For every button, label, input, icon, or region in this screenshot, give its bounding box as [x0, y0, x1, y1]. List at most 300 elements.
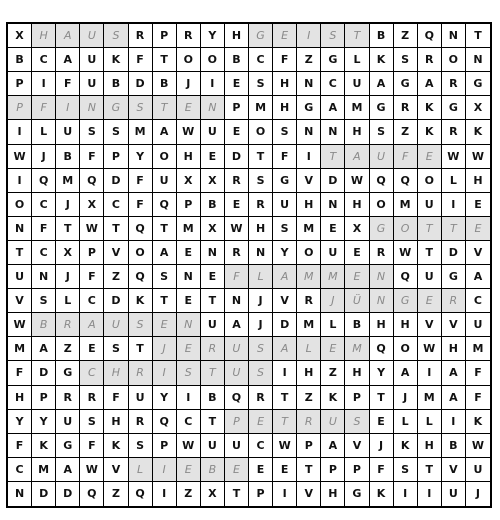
grid-cell[interactable]: C — [249, 48, 273, 72]
grid-cell[interactable]: A — [225, 313, 249, 337]
grid-cell[interactable]: H — [345, 361, 369, 385]
grid-cell[interactable]: X — [56, 241, 80, 265]
grid-cell[interactable]: L — [442, 169, 466, 193]
grid-cell[interactable]: M — [418, 386, 442, 410]
grid-cell[interactable]: E — [177, 241, 201, 265]
grid-cell[interactable]: T — [201, 361, 225, 385]
grid-cell[interactable]: J — [56, 193, 80, 217]
grid-cell[interactable]: Y — [8, 410, 32, 434]
grid-cell[interactable]: B — [345, 313, 369, 337]
grid-cell[interactable]: M — [297, 313, 321, 337]
grid-cell[interactable]: U — [225, 337, 249, 361]
grid-cell[interactable]: G — [297, 96, 321, 120]
grid-cell[interactable]: S — [273, 120, 297, 144]
grid-cell[interactable]: E — [153, 313, 177, 337]
grid-cell[interactable]: T — [466, 24, 490, 48]
grid-cell[interactable]: A — [153, 241, 177, 265]
grid-cell[interactable]: W — [8, 313, 32, 337]
grid-cell[interactable]: V — [297, 169, 321, 193]
grid-cell[interactable]: E — [466, 217, 490, 241]
grid-cell[interactable]: Q — [370, 337, 394, 361]
grid-cell[interactable]: E — [177, 458, 201, 482]
grid-cell[interactable]: H — [297, 361, 321, 385]
grid-cell[interactable]: I — [8, 120, 32, 144]
grid-cell[interactable]: G — [370, 96, 394, 120]
grid-cell[interactable]: U — [273, 193, 297, 217]
grid-cell[interactable]: E — [225, 72, 249, 96]
grid-cell[interactable]: S — [104, 120, 128, 144]
grid-cell[interactable]: L — [345, 48, 369, 72]
grid-cell[interactable]: E — [249, 458, 273, 482]
grid-cell[interactable]: E — [345, 265, 369, 289]
grid-cell[interactable]: S — [345, 410, 369, 434]
grid-cell[interactable]: O — [394, 337, 418, 361]
grid-cell[interactable]: R — [442, 72, 466, 96]
grid-cell[interactable]: T — [153, 96, 177, 120]
grid-cell[interactable]: T — [370, 386, 394, 410]
grid-cell[interactable]: A — [321, 96, 345, 120]
grid-cell[interactable]: R — [297, 410, 321, 434]
grid-cell[interactable]: L — [249, 265, 273, 289]
grid-cell[interactable]: M — [394, 193, 418, 217]
grid-cell[interactable]: R — [225, 169, 249, 193]
grid-cell[interactable]: E — [321, 337, 345, 361]
grid-cell[interactable]: A — [442, 361, 466, 385]
grid-cell[interactable]: V — [345, 434, 369, 458]
grid-cell[interactable]: F — [466, 386, 490, 410]
grid-cell[interactable]: F — [80, 434, 104, 458]
grid-cell[interactable]: O — [201, 48, 225, 72]
grid-cell[interactable]: C — [80, 289, 104, 313]
grid-cell[interactable]: W — [466, 434, 490, 458]
grid-cell[interactable]: C — [80, 361, 104, 385]
grid-cell[interactable]: O — [177, 48, 201, 72]
grid-cell[interactable]: P — [153, 24, 177, 48]
grid-cell[interactable]: T — [153, 48, 177, 72]
grid-cell[interactable]: O — [8, 193, 32, 217]
grid-cell[interactable]: Q — [394, 169, 418, 193]
grid-cell[interactable]: L — [129, 458, 153, 482]
grid-cell[interactable]: N — [321, 120, 345, 144]
grid-cell[interactable]: W — [177, 120, 201, 144]
grid-cell[interactable]: U — [321, 410, 345, 434]
grid-cell[interactable]: H — [418, 434, 442, 458]
grid-cell[interactable]: A — [418, 72, 442, 96]
grid-cell[interactable]: S — [104, 24, 128, 48]
grid-cell[interactable]: U — [104, 313, 128, 337]
grid-cell[interactable]: F — [129, 169, 153, 193]
grid-cell[interactable]: W — [8, 145, 32, 169]
grid-cell[interactable]: M — [8, 337, 32, 361]
grid-cell[interactable]: G — [442, 96, 466, 120]
grid-cell[interactable]: H — [345, 120, 369, 144]
grid-cell[interactable]: E — [80, 337, 104, 361]
grid-cell[interactable]: N — [8, 482, 32, 506]
grid-cell[interactable]: S — [249, 72, 273, 96]
grid-cell[interactable]: K — [466, 120, 490, 144]
grid-cell[interactable]: F — [104, 386, 128, 410]
grid-cell[interactable]: M — [297, 217, 321, 241]
grid-cell[interactable]: D — [56, 482, 80, 506]
grid-cell[interactable]: R — [201, 337, 225, 361]
grid-cell[interactable]: U — [418, 265, 442, 289]
grid-cell[interactable]: L — [32, 120, 56, 144]
grid-cell[interactable]: I — [8, 169, 32, 193]
grid-cell[interactable]: H — [249, 217, 273, 241]
grid-cell[interactable]: S — [80, 120, 104, 144]
grid-cell[interactable]: T — [321, 145, 345, 169]
grid-cell[interactable]: Z — [394, 24, 418, 48]
grid-cell[interactable]: E — [177, 337, 201, 361]
grid-cell[interactable]: S — [249, 337, 273, 361]
grid-cell[interactable]: D — [442, 241, 466, 265]
grid-cell[interactable]: A — [442, 386, 466, 410]
grid-cell[interactable]: S — [394, 458, 418, 482]
grid-cell[interactable]: K — [394, 434, 418, 458]
grid-cell[interactable]: I — [177, 386, 201, 410]
grid-cell[interactable]: P — [80, 241, 104, 265]
grid-cell[interactable]: P — [177, 193, 201, 217]
grid-cell[interactable]: O — [394, 217, 418, 241]
grid-cell[interactable]: U — [321, 241, 345, 265]
grid-cell[interactable]: E — [321, 217, 345, 241]
grid-cell[interactable]: Q — [32, 169, 56, 193]
grid-cell[interactable]: C — [104, 193, 128, 217]
grid-cell[interactable]: W — [177, 434, 201, 458]
grid-cell[interactable]: V — [418, 313, 442, 337]
grid-cell[interactable]: X — [8, 24, 32, 48]
grid-cell[interactable]: P — [345, 386, 369, 410]
grid-cell[interactable]: N — [442, 24, 466, 48]
grid-cell[interactable]: S — [153, 265, 177, 289]
grid-cell[interactable]: Y — [370, 361, 394, 385]
grid-cell[interactable]: G — [273, 169, 297, 193]
grid-cell[interactable]: H — [466, 169, 490, 193]
grid-cell[interactable]: G — [466, 72, 490, 96]
grid-cell[interactable]: D — [273, 313, 297, 337]
grid-cell[interactable]: N — [370, 289, 394, 313]
grid-cell[interactable]: T — [418, 458, 442, 482]
grid-cell[interactable]: W — [273, 434, 297, 458]
grid-cell[interactable]: U — [466, 458, 490, 482]
grid-cell[interactable]: S — [370, 120, 394, 144]
grid-cell[interactable]: F — [32, 96, 56, 120]
grid-cell[interactable]: G — [442, 265, 466, 289]
grid-cell[interactable]: Q — [153, 410, 177, 434]
grid-cell[interactable]: Y — [153, 386, 177, 410]
grid-cell[interactable]: M — [32, 458, 56, 482]
grid-cell[interactable]: Q — [418, 24, 442, 48]
grid-cell[interactable]: J — [153, 337, 177, 361]
grid-cell[interactable]: O — [442, 48, 466, 72]
grid-cell[interactable]: O — [418, 169, 442, 193]
grid-cell[interactable]: Z — [297, 386, 321, 410]
grid-cell[interactable]: C — [32, 193, 56, 217]
grid-cell[interactable]: M — [177, 217, 201, 241]
grid-cell[interactable]: U — [370, 145, 394, 169]
grid-cell[interactable]: W — [394, 241, 418, 265]
grid-cell[interactable]: J — [321, 289, 345, 313]
grid-cell[interactable]: E — [225, 120, 249, 144]
grid-cell[interactable]: T — [273, 386, 297, 410]
grid-cell[interactable]: Q — [394, 265, 418, 289]
grid-cell[interactable]: R — [442, 289, 466, 313]
grid-cell[interactable]: D — [321, 169, 345, 193]
grid-cell[interactable]: Q — [370, 169, 394, 193]
grid-cell[interactable]: B — [370, 24, 394, 48]
grid-cell[interactable]: Z — [297, 48, 321, 72]
grid-cell[interactable]: F — [129, 48, 153, 72]
grid-cell[interactable]: S — [249, 361, 273, 385]
grid-cell[interactable]: E — [466, 193, 490, 217]
grid-cell[interactable]: N — [321, 193, 345, 217]
grid-cell[interactable]: O — [129, 241, 153, 265]
grid-cell[interactable]: I — [153, 361, 177, 385]
grid-cell[interactable]: A — [321, 434, 345, 458]
grid-cell[interactable]: A — [153, 120, 177, 144]
grid-cell[interactable]: W — [442, 145, 466, 169]
grid-cell[interactable]: X — [201, 217, 225, 241]
grid-cell[interactable]: C — [177, 410, 201, 434]
grid-cell[interactable]: P — [8, 96, 32, 120]
grid-cell[interactable]: B — [201, 193, 225, 217]
grid-cell[interactable]: T — [56, 217, 80, 241]
grid-cell[interactable]: T — [8, 241, 32, 265]
grid-cell[interactable]: Z — [56, 337, 80, 361]
grid-cell[interactable]: K — [370, 48, 394, 72]
grid-cell[interactable]: E — [370, 410, 394, 434]
grid-cell[interactable]: E — [273, 458, 297, 482]
grid-cell[interactable]: F — [466, 361, 490, 385]
grid-cell[interactable]: A — [56, 458, 80, 482]
grid-cell[interactable]: K — [104, 434, 128, 458]
grid-cell[interactable]: I — [418, 482, 442, 506]
grid-cell[interactable]: X — [466, 96, 490, 120]
grid-cell[interactable]: W — [466, 145, 490, 169]
grid-cell[interactable]: B — [8, 48, 32, 72]
grid-cell[interactable]: S — [129, 96, 153, 120]
grid-cell[interactable]: I — [32, 72, 56, 96]
grid-cell[interactable]: O — [249, 120, 273, 144]
grid-cell[interactable]: T — [225, 482, 249, 506]
grid-cell[interactable]: A — [56, 24, 80, 48]
grid-cell[interactable]: T — [418, 217, 442, 241]
grid-cell[interactable]: I — [442, 193, 466, 217]
grid-cell[interactable]: T — [249, 145, 273, 169]
grid-cell[interactable]: M — [345, 337, 369, 361]
grid-cell[interactable]: G — [56, 434, 80, 458]
grid-cell[interactable]: J — [370, 434, 394, 458]
grid-cell[interactable]: J — [249, 313, 273, 337]
grid-cell[interactable]: Z — [321, 361, 345, 385]
grid-cell[interactable]: T — [418, 241, 442, 265]
grid-cell[interactable]: A — [345, 145, 369, 169]
grid-cell[interactable]: C — [321, 72, 345, 96]
grid-cell[interactable]: H — [177, 145, 201, 169]
grid-cell[interactable]: R — [249, 193, 273, 217]
grid-cell[interactable]: U — [225, 361, 249, 385]
grid-cell[interactable]: N — [297, 120, 321, 144]
grid-cell[interactable]: I — [201, 72, 225, 96]
grid-cell[interactable]: N — [201, 241, 225, 265]
grid-cell[interactable]: R — [56, 386, 80, 410]
grid-cell[interactable]: S — [80, 410, 104, 434]
grid-cell[interactable]: U — [129, 386, 153, 410]
grid-cell[interactable]: F — [8, 434, 32, 458]
grid-cell[interactable]: U — [201, 313, 225, 337]
grid-cell[interactable]: R — [249, 386, 273, 410]
grid-cell[interactable]: V — [8, 289, 32, 313]
grid-cell[interactable]: U — [80, 72, 104, 96]
grid-cell[interactable]: L — [394, 410, 418, 434]
grid-cell[interactable]: W — [225, 217, 249, 241]
grid-cell[interactable]: T — [201, 410, 225, 434]
grid-cell[interactable]: T — [153, 289, 177, 313]
grid-cell[interactable]: K — [129, 289, 153, 313]
grid-cell[interactable]: F — [273, 145, 297, 169]
grid-cell[interactable]: R — [129, 410, 153, 434]
grid-cell[interactable]: U — [201, 120, 225, 144]
grid-cell[interactable]: Y — [273, 241, 297, 265]
grid-cell[interactable]: Ü — [345, 289, 369, 313]
grid-cell[interactable]: J — [32, 145, 56, 169]
grid-cell[interactable]: D — [104, 289, 128, 313]
grid-cell[interactable]: Q — [129, 482, 153, 506]
grid-cell[interactable]: H — [273, 96, 297, 120]
grid-cell[interactable]: N — [225, 289, 249, 313]
grid-cell[interactable]: H — [104, 410, 128, 434]
grid-cell[interactable]: H — [225, 24, 249, 48]
grid-cell[interactable]: F — [394, 145, 418, 169]
grid-cell[interactable]: C — [32, 48, 56, 72]
grid-cell[interactable]: J — [249, 289, 273, 313]
grid-cell[interactable]: M — [249, 96, 273, 120]
grid-cell[interactable]: Q — [80, 169, 104, 193]
grid-cell[interactable]: A — [80, 313, 104, 337]
grid-cell[interactable]: R — [394, 96, 418, 120]
grid-cell[interactable]: D — [32, 361, 56, 385]
grid-cell[interactable]: L — [297, 337, 321, 361]
grid-cell[interactable]: Q — [129, 217, 153, 241]
grid-cell[interactable]: P — [321, 458, 345, 482]
grid-cell[interactable]: H — [370, 313, 394, 337]
grid-cell[interactable]: B — [32, 313, 56, 337]
grid-cell[interactable]: S — [249, 169, 273, 193]
grid-cell[interactable]: D — [225, 145, 249, 169]
grid-cell[interactable]: T — [273, 410, 297, 434]
grid-cell[interactable]: Q — [129, 265, 153, 289]
grid-cell[interactable]: O — [370, 193, 394, 217]
grid-cell[interactable]: G — [104, 96, 128, 120]
grid-cell[interactable]: U — [56, 120, 80, 144]
grid-cell[interactable]: F — [56, 72, 80, 96]
grid-cell[interactable]: L — [418, 410, 442, 434]
grid-cell[interactable]: E — [177, 96, 201, 120]
grid-cell[interactable]: U — [8, 265, 32, 289]
grid-cell[interactable]: D — [32, 482, 56, 506]
grid-cell[interactable]: G — [394, 289, 418, 313]
grid-cell[interactable]: P — [345, 458, 369, 482]
grid-cell[interactable]: E — [177, 289, 201, 313]
grid-cell[interactable]: U — [418, 193, 442, 217]
grid-cell[interactable]: C — [249, 434, 273, 458]
grid-cell[interactable]: V — [273, 289, 297, 313]
grid-cell[interactable]: A — [32, 337, 56, 361]
grid-cell[interactable]: C — [32, 241, 56, 265]
grid-cell[interactable]: M — [466, 337, 490, 361]
grid-cell[interactable]: R — [80, 386, 104, 410]
grid-cell[interactable]: I — [297, 145, 321, 169]
grid-cell[interactable]: T — [153, 217, 177, 241]
grid-cell[interactable]: E — [418, 289, 442, 313]
grid-cell[interactable]: B — [56, 145, 80, 169]
grid-cell[interactable]: T — [345, 24, 369, 48]
grid-cell[interactable]: R — [129, 361, 153, 385]
grid-cell[interactable]: P — [8, 72, 32, 96]
grid-cell[interactable]: J — [56, 265, 80, 289]
grid-cell[interactable]: U — [201, 434, 225, 458]
grid-cell[interactable]: H — [345, 193, 369, 217]
grid-cell[interactable]: U — [80, 24, 104, 48]
grid-cell[interactable]: R — [129, 24, 153, 48]
grid-cell[interactable]: K — [466, 410, 490, 434]
grid-cell[interactable]: H — [297, 193, 321, 217]
grid-cell[interactable]: M — [321, 265, 345, 289]
grid-cell[interactable]: C — [466, 289, 490, 313]
grid-cell[interactable]: J — [177, 72, 201, 96]
grid-cell[interactable]: I — [153, 458, 177, 482]
grid-cell[interactable]: N — [177, 313, 201, 337]
grid-cell[interactable]: B — [201, 458, 225, 482]
grid-cell[interactable]: P — [104, 145, 128, 169]
grid-cell[interactable]: B — [442, 434, 466, 458]
grid-cell[interactable]: R — [225, 241, 249, 265]
grid-cell[interactable]: M — [129, 120, 153, 144]
grid-cell[interactable]: E — [249, 410, 273, 434]
grid-cell[interactable]: S — [104, 337, 128, 361]
grid-cell[interactable]: P — [153, 434, 177, 458]
grid-cell[interactable]: Z — [177, 482, 201, 506]
grid-cell[interactable]: E — [345, 241, 369, 265]
grid-cell[interactable]: H — [321, 482, 345, 506]
grid-cell[interactable]: C — [8, 458, 32, 482]
grid-cell[interactable]: O — [297, 241, 321, 265]
grid-cell[interactable]: F — [32, 217, 56, 241]
grid-cell[interactable]: K — [32, 434, 56, 458]
grid-cell[interactable]: R — [418, 48, 442, 72]
grid-cell[interactable]: U — [56, 410, 80, 434]
grid-cell[interactable]: T — [442, 217, 466, 241]
grid-cell[interactable]: F — [225, 265, 249, 289]
grid-cell[interactable]: G — [249, 24, 273, 48]
grid-cell[interactable]: E — [225, 458, 249, 482]
grid-cell[interactable]: S — [394, 48, 418, 72]
grid-cell[interactable]: R — [370, 241, 394, 265]
grid-cell[interactable]: N — [80, 96, 104, 120]
grid-cell[interactable]: R — [442, 120, 466, 144]
grid-cell[interactable]: S — [177, 361, 201, 385]
grid-cell[interactable]: N — [466, 48, 490, 72]
grid-cell[interactable]: W — [418, 337, 442, 361]
grid-cell[interactable]: H — [442, 337, 466, 361]
grid-cell[interactable]: N — [370, 265, 394, 289]
grid-cell[interactable]: N — [32, 265, 56, 289]
grid-cell[interactable]: B — [201, 386, 225, 410]
grid-cell[interactable]: I — [56, 96, 80, 120]
grid-cell[interactable]: F — [129, 193, 153, 217]
grid-cell[interactable]: V — [104, 458, 128, 482]
grid-cell[interactable]: N — [8, 217, 32, 241]
